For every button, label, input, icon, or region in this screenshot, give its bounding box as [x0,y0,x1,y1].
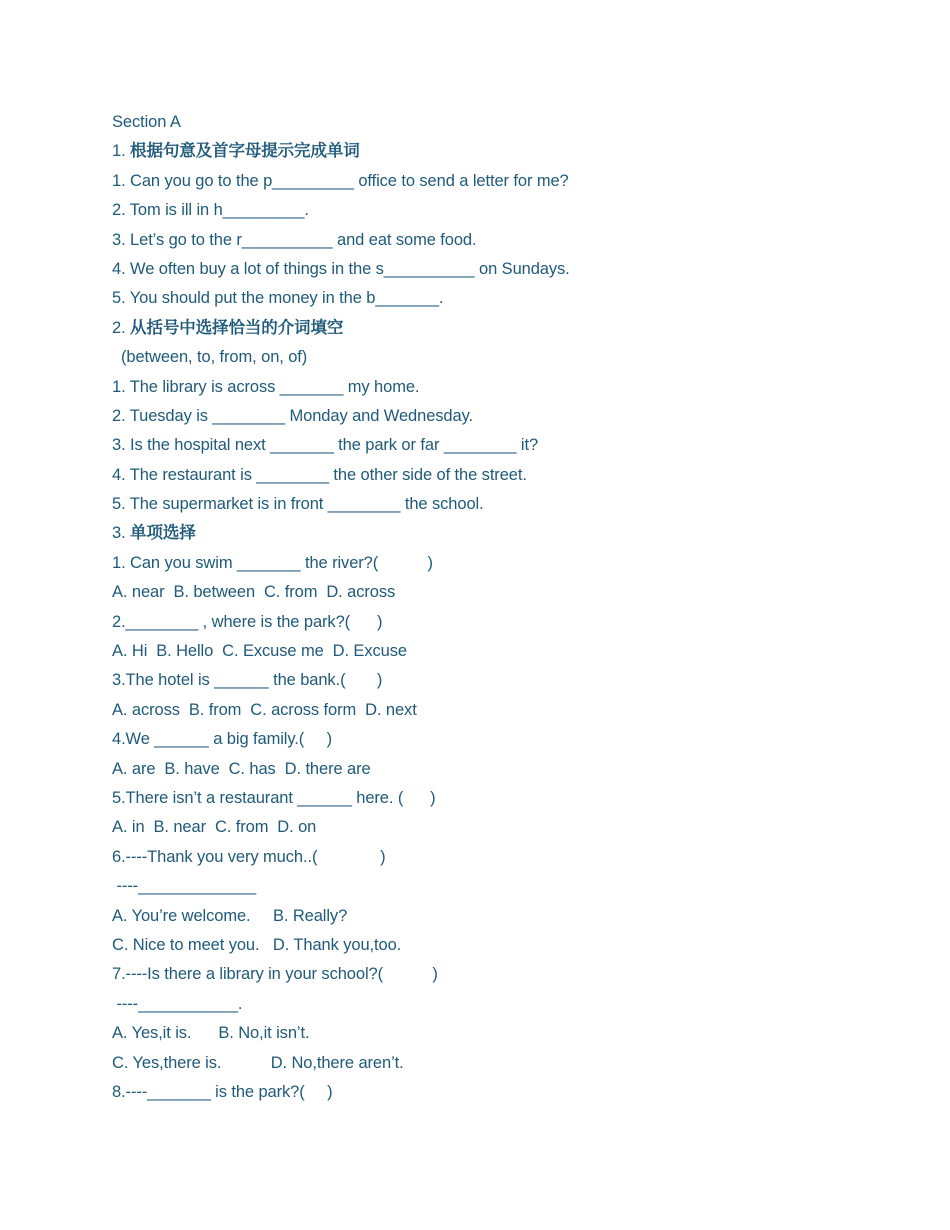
part3-line: 6.----Thank you very much..( ) [112,847,386,866]
part2-word-bank: (between, to, from, on, of) [112,348,308,367]
part1-item: 4. We often buy a lot of things in the s__________ on Sundays. [112,259,570,278]
part1-item: 3. Let’s go to the r__________ and eat some food. [112,230,477,249]
part3-line: A. are B. have C. has D. there are [112,759,371,778]
part2-item: 2. Tuesday is ________ Monday and Wednesday. [112,406,473,425]
part3-line: A. near B. between C. from D. across [112,583,396,602]
part1-item: 2. Tom is ill in h_________. [112,201,309,220]
part3-line: 4.We ______ a big family.( ) [112,730,332,749]
part3-line: A. Hi B. Hello C. Excuse me D. Excuse [112,642,407,661]
part1-number: 1. [112,142,131,161]
worksheet [112,110,872,1109]
part2-item: 5. The supermarket is in front ________ the school. [112,495,484,514]
part3-line: A. in B. near C. from D. on [112,818,317,837]
part2-heading-text: 从括号中选择恰当的介词填空 [130,318,344,337]
part2-item: 3. Is the hospital next _______ the park or far ________ it? [112,436,539,455]
part3-number: 3. [112,524,131,543]
part2-item: 4. The restaurant is ________ the other side of the street. [112,465,527,484]
part3-heading-text: 单项选择 [130,524,196,543]
part3-line: C. Nice to meet you. D. Thank you,too. [112,935,402,954]
part3-line: A. across B. from C. across form D. next [112,700,417,719]
part3-line: A. Yes,it is. B. No,it isn’t. [112,1024,310,1043]
part1-item: 1. Can you go to the p_________ office to send a letter for me? [112,171,569,190]
part3-line: C. Yes,there is. D. No,there aren’t. [112,1053,404,1072]
part1-item: 5. You should put the money in the b_______. [112,289,444,308]
part1-heading [112,139,872,168]
part3-line: 7.----Is there a library in your school?( ) [112,965,438,984]
section-title: Section A [112,113,181,131]
part3-line: 1. Can you swim _______ the river?( ) [112,553,433,572]
part3-line: 2.________ , where is the park?( ) [112,612,383,631]
part3-line: ----_____________ [112,877,257,896]
part3-line: A. You’re welcome. B. Really? [112,906,348,925]
part2-number: 2. [112,318,131,337]
part3-line: 5.There isn’t a restaurant ______ here. ( ) [112,788,436,807]
part3-line: 8.----_______ is the park?( ) [112,1082,333,1101]
part3-line: 3.The hotel is ______ the bank.( ) [112,671,383,690]
part3-line: ----___________. [112,994,243,1013]
part2-heading [112,316,872,345]
part3-heading [112,521,872,550]
part1-heading-text: 根据句意及首字母提示完成单词 [130,142,360,161]
part2-item: 1. The library is across _______ my home. [112,377,420,396]
